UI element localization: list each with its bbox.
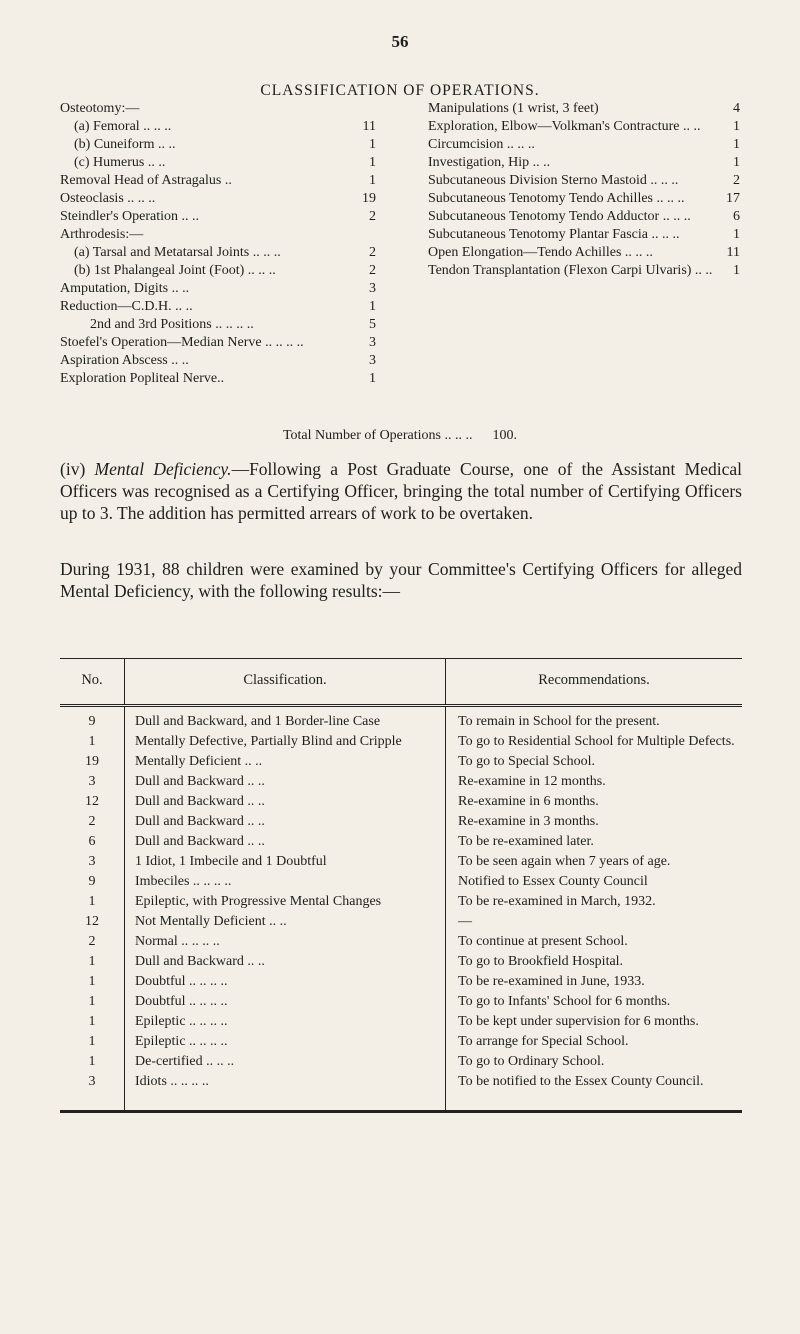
cell-recommendation: To be notified to the Essex County Council. [446, 1072, 743, 1110]
operations-total-label: Total Number of Operations .. .. .. [282, 428, 473, 443]
operation-item [428, 154, 740, 171]
cell-no: 2 [88, 934, 96, 949]
cell-recommendation: Re-examine in 12 months. [446, 772, 743, 792]
operation-label: Exploration Popliteal Nerve.. [60, 371, 225, 386]
operation-count: 17 [726, 191, 740, 206]
cell-no: 1 [88, 894, 96, 909]
operation-item [60, 244, 376, 261]
examination-paragraph: During 1931, 88 children were examined by your Committee's Certifying Officers for alleged Mental Deficiency, with the following results:— [60, 559, 742, 601]
operation-count: 1 [369, 299, 376, 314]
cell-recommendation: — [446, 912, 743, 932]
operation-label: Osteoclasis .. .. .. [60, 191, 156, 206]
cell-no: 1 [88, 974, 96, 989]
cell-classification: Dull and Backward .. .. [125, 812, 446, 832]
operation-label: Steindler's Operation .. .. [60, 209, 199, 224]
operation-count: 1 [733, 263, 740, 278]
operations-title: CLASSIFICATION OF OPERATIONS. [260, 82, 540, 99]
operation-count: 2 [369, 245, 376, 260]
table-row [60, 852, 742, 872]
operation-item [60, 262, 376, 279]
operation-count: 1 [369, 155, 376, 170]
operation-count: 4 [733, 101, 740, 116]
table-row [60, 812, 742, 832]
operation-item [428, 244, 740, 261]
paragraph-text: —Following a Post Graduate Course, one of the Assistant Medical Officers was recognised as a Certifying Officer, bringing the total number of Certifying Officers up to 3. The addition has permitted arrears of work to be overtaken. [60, 459, 742, 523]
cell-recommendation: To be seen again when 7 years of age. [446, 852, 743, 872]
cell-recommendation: To go to Brookfield Hospital. [446, 952, 743, 972]
operations-left-column [60, 100, 376, 388]
cell-classification: Epileptic .. .. .. .. [125, 1012, 446, 1032]
cell-recommendation: To be kept under supervision for 6 months. [446, 1012, 743, 1032]
operation-label: Subcutaneous Tenotomy Plantar Fascia .. .. .. [428, 227, 680, 242]
cell-recommendation: To be re-examined later. [446, 832, 743, 852]
cell-classification: Mentally Defective, Partially Blind and Cripple [125, 732, 446, 752]
operation-count: 1 [733, 155, 740, 170]
table-row [60, 952, 742, 972]
table-row [60, 732, 742, 752]
operation-item [60, 334, 376, 351]
operation-count: 2 [733, 173, 740, 188]
operation-count: 11 [726, 245, 740, 260]
operation-count: 19 [362, 191, 376, 206]
operation-count: 5 [369, 317, 376, 332]
table-row [60, 832, 742, 852]
operation-label: (a) Tarsal and Metatarsal Joints .. .. .. [74, 245, 281, 260]
header-no: No. [60, 659, 125, 706]
cell-no: 3 [88, 774, 96, 789]
cell-recommendation: To arrange for Special School. [446, 1032, 743, 1052]
table-row [60, 792, 742, 812]
table-row [60, 932, 742, 952]
cell-classification: Mentally Deficient .. .. [125, 752, 446, 772]
operation-item [428, 262, 740, 279]
operation-item [60, 154, 376, 171]
cell-no: 19 [85, 754, 99, 769]
cell-no: 6 [88, 834, 96, 849]
cell-classification: Dull and Backward .. .. [125, 832, 446, 852]
operation-label: Investigation, Hip .. .. [428, 155, 551, 170]
operation-count: 1 [369, 371, 376, 386]
operation-label: Osteotomy:— [60, 101, 140, 116]
cell-recommendation: To be re-examined in June, 1933. [446, 972, 743, 992]
operation-item [60, 280, 376, 297]
cell-no: 1 [88, 1034, 96, 1049]
operation-label: Manipulations (1 wrist, 3 feet) [428, 101, 599, 116]
cell-no: 9 [88, 874, 96, 889]
operation-count: 6 [733, 209, 740, 224]
operations-right-column [428, 100, 740, 280]
cell-recommendation: To remain in School for the present. [446, 706, 743, 733]
operation-label: Open Elongation—Tendo Achilles .. .. .. [428, 245, 653, 260]
operation-label: (b) Cuneiform .. .. [74, 137, 176, 152]
operation-label: (c) Humerus .. .. [74, 155, 166, 170]
table-bottom-rule [60, 1110, 742, 1113]
operation-label: Circumcision .. .. .. [428, 137, 535, 152]
operation-item [428, 100, 740, 117]
operation-label: Subcutaneous Tenotomy Tendo Adductor .. .. .. [428, 209, 691, 224]
cell-no: 1 [88, 734, 96, 749]
cell-classification: Dull and Backward .. .. [125, 792, 446, 812]
operations-total [0, 428, 800, 444]
table-row [60, 872, 742, 892]
operation-label: Subcutaneous Tenotomy Tendo Achilles .. .. .. [428, 191, 685, 206]
cell-recommendation: To go to Infants' School for 6 months. [446, 992, 743, 1012]
operation-item [60, 100, 376, 117]
operation-item [60, 370, 376, 387]
operation-label: 2nd and 3rd Positions .. .. .. .. [90, 317, 254, 332]
cell-recommendation: To continue at present School. [446, 932, 743, 952]
operation-count: 3 [369, 335, 376, 350]
header-recommendations: Recommendations. [446, 659, 743, 706]
operation-item [428, 226, 740, 243]
operation-item [60, 298, 376, 315]
table-header-row [60, 659, 742, 706]
cell-classification: Dull and Backward .. .. [125, 772, 446, 792]
operation-item [428, 118, 740, 135]
table-row [60, 912, 742, 932]
operation-label: (a) Femoral .. .. .. [74, 119, 172, 134]
section-prefix: (iv) [60, 459, 95, 479]
table-row [60, 972, 742, 992]
mental-deficiency-paragraph [60, 458, 742, 524]
table-row [60, 1012, 742, 1032]
operation-label: Stoefel's Operation—Median Nerve .. .. .. .. [60, 335, 304, 350]
operation-item [428, 172, 740, 189]
operation-label: Subcutaneous Division Sterno Mastoid .. .. .. [428, 173, 679, 188]
cell-classification: Dull and Backward, and 1 Border-line Case [125, 706, 446, 733]
table-row [60, 1072, 742, 1110]
cell-no: 1 [88, 954, 96, 969]
operation-count: 2 [369, 209, 376, 224]
operation-item [60, 136, 376, 153]
cell-no: 1 [88, 1014, 96, 1029]
cell-classification: Epileptic, with Progressive Mental Changes [125, 892, 446, 912]
cell-recommendation: Notified to Essex County Council [446, 872, 743, 892]
header-classification: Classification. [125, 659, 446, 706]
operation-item [428, 208, 740, 225]
results-table-container [60, 658, 742, 1326]
table-row [60, 1052, 742, 1072]
operation-label: Removal Head of Astragalus .. [60, 173, 232, 188]
table-row [60, 772, 742, 792]
cell-no: 2 [88, 814, 96, 829]
results-table [60, 659, 742, 1110]
operation-count: 2 [369, 263, 376, 278]
operation-count: 11 [362, 119, 376, 134]
section-heading: Mental Deficiency. [94, 459, 232, 479]
results-table-body [60, 706, 742, 1111]
page-number: 56 [391, 32, 409, 51]
operation-item [60, 118, 376, 135]
operation-label: Tendon Transplantation (Flexon Carpi Ulvaris) .. .. [428, 263, 713, 278]
operation-item [60, 226, 376, 243]
cell-recommendation: To be re-examined in March, 1932. [446, 892, 743, 912]
table-row [60, 1032, 742, 1052]
cell-classification: De-certified .. .. .. [125, 1052, 446, 1072]
cell-classification: 1 Idiot, 1 Imbecile and 1 Doubtful [125, 852, 446, 872]
cell-recommendation: To go to Ordinary School. [446, 1052, 743, 1072]
operation-count: 1 [369, 137, 376, 152]
operation-item [428, 190, 740, 207]
cell-no: 12 [85, 794, 99, 809]
cell-classification: Not Mentally Deficient .. .. [125, 912, 446, 932]
operation-label: (b) 1st Phalangeal Joint (Foot) .. .. .. [74, 263, 276, 278]
cell-no: 1 [88, 1054, 96, 1069]
cell-no: 3 [88, 1074, 96, 1089]
table-row [60, 706, 742, 733]
cell-classification: Imbeciles .. .. .. .. [125, 872, 446, 892]
cell-classification: Dull and Backward .. .. [125, 952, 446, 972]
operations-total-value: 100. [492, 428, 518, 443]
operation-count: 1 [369, 173, 376, 188]
operation-item [60, 208, 376, 225]
table-row [60, 992, 742, 1012]
operation-count: 1 [733, 119, 740, 134]
cell-no: 12 [85, 914, 99, 929]
operation-count: 3 [369, 353, 376, 368]
operation-label: Exploration, Elbow—Volkman's Contracture .. .. [428, 119, 701, 134]
cell-classification: Idiots .. .. .. .. [125, 1072, 446, 1110]
cell-no: 1 [88, 994, 96, 1009]
table-row [60, 752, 742, 772]
operation-label: Reduction—C.D.H. .. .. [60, 299, 193, 314]
operation-label: Aspiration Abscess .. .. [60, 353, 189, 368]
operation-count: 1 [733, 137, 740, 152]
operation-count: 1 [733, 227, 740, 242]
cell-classification: Epileptic .. .. .. .. [125, 1032, 446, 1052]
cell-classification: Doubtful .. .. .. .. [125, 992, 446, 1012]
cell-no: 3 [88, 854, 96, 869]
table-row [60, 892, 742, 912]
operation-item [60, 352, 376, 369]
cell-recommendation: To go to Special School. [446, 752, 743, 772]
operation-count: 3 [369, 281, 376, 296]
operation-item [428, 136, 740, 153]
cell-no: 9 [88, 714, 96, 729]
operation-label: Arthrodesis:— [60, 227, 144, 242]
operation-item [60, 190, 376, 207]
cell-classification: Normal .. .. .. .. [125, 932, 446, 952]
operation-label: Amputation, Digits .. .. [60, 281, 190, 296]
operation-item [60, 172, 376, 189]
cell-recommendation: Re-examine in 6 months. [446, 792, 743, 812]
cell-recommendation: Re-examine in 3 months. [446, 812, 743, 832]
cell-recommendation: To go to Residential School for Multiple Defects. [446, 732, 743, 752]
cell-classification: Doubtful .. .. .. .. [125, 972, 446, 992]
operation-item [60, 316, 376, 333]
